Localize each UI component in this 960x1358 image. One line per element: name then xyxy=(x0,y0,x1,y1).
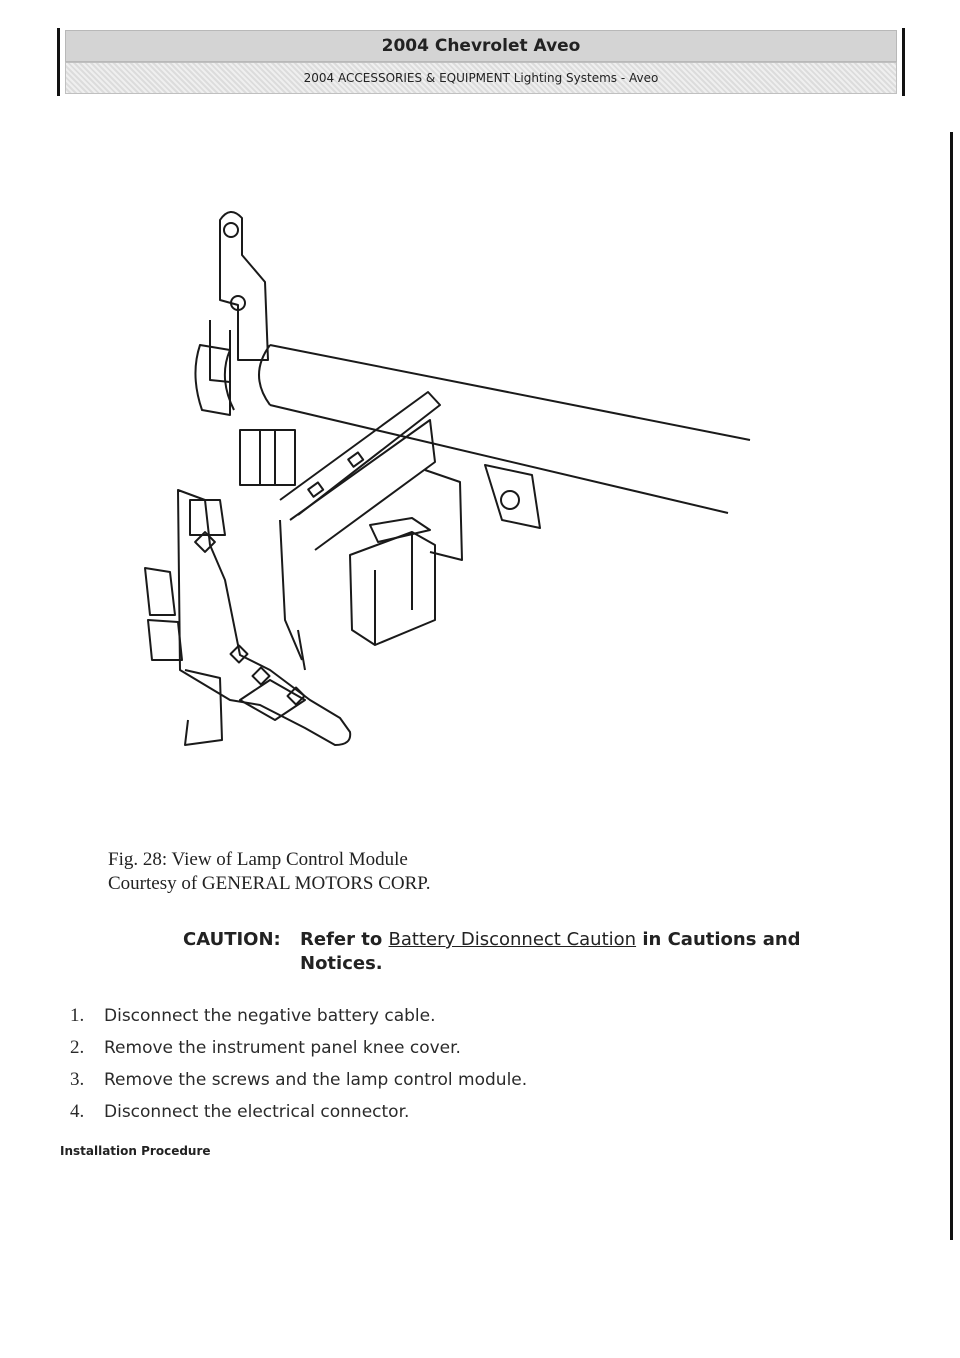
page-header xyxy=(57,28,905,96)
caution-text-after: in Cautions and xyxy=(642,929,801,950)
step-item xyxy=(70,1032,527,1064)
header-left-rule xyxy=(57,28,60,96)
caution-label: CAUTION: xyxy=(183,929,281,950)
figure-caption-credit: Courtesy of GENERAL MOTORS CORP. xyxy=(108,873,431,894)
lamp-control-module-illustration xyxy=(130,200,770,780)
header-right-rule xyxy=(902,28,905,96)
step-item xyxy=(70,1000,527,1032)
section-heading: Installation Procedure xyxy=(60,1144,211,1158)
caution-note xyxy=(183,928,883,976)
step-text: Remove the instrument panel knee cover. xyxy=(104,1038,461,1058)
page-right-rule xyxy=(950,132,953,1240)
document-title: 2004 Chevrolet Aveo xyxy=(65,30,897,62)
step-item xyxy=(70,1064,527,1096)
step-text: Remove the screws and the lamp control module. xyxy=(104,1070,528,1090)
step-number: 1. xyxy=(70,1005,85,1026)
step-text: Disconnect the negative battery cable. xyxy=(104,1006,436,1026)
document-subtitle: 2004 ACCESSORIES & EQUIPMENT Lighting Systems - Aveo xyxy=(65,62,897,94)
step-number: 3. xyxy=(70,1069,85,1090)
figure-caption-title: Fig. 28: View of Lamp Control Module xyxy=(108,849,408,870)
removal-steps xyxy=(70,1000,527,1128)
battery-disconnect-caution-link[interactable]: Battery Disconnect Caution xyxy=(388,929,637,950)
step-number: 2. xyxy=(70,1037,85,1058)
caution-text-before: Refer to xyxy=(300,929,383,950)
figure-caption xyxy=(108,848,431,896)
step-text: Disconnect the electrical connector. xyxy=(104,1102,410,1122)
caution-text-line2: Notices. xyxy=(300,953,383,974)
step-number: 4. xyxy=(70,1101,85,1122)
step-item xyxy=(70,1096,527,1128)
